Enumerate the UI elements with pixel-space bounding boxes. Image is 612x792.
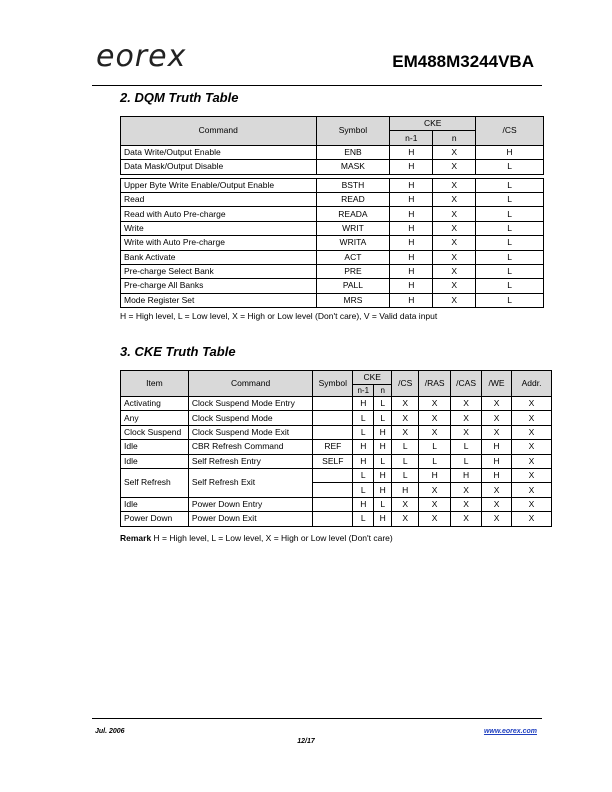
cke-cell-cs: X	[392, 425, 419, 439]
dqm-cell-symbol: MASK	[316, 160, 390, 174]
dqm-cell-cs: L	[476, 279, 544, 293]
cke-cell-cas: X	[451, 411, 482, 425]
dqm-cell-command: Read with Auto Pre-charge	[121, 207, 317, 221]
cke-cell-cke-n1: H	[353, 397, 374, 411]
table-row	[121, 454, 552, 468]
table-row	[121, 160, 544, 174]
dqm-cell-cke-n: X	[433, 145, 476, 159]
cke-cell-we: H	[482, 468, 512, 482]
cke-cell-cs: X	[392, 411, 419, 425]
dqm-cell-symbol: WRITA	[316, 236, 390, 250]
dqm-cell-cke-n: X	[433, 178, 476, 192]
table-row	[121, 397, 552, 411]
cke-cell-symbol	[313, 468, 353, 482]
cke-cell-ras: X	[419, 483, 451, 497]
dqm-header-cs: /CS	[476, 117, 544, 146]
cke-cell-command: Power Down Exit	[188, 512, 312, 526]
cke-header-addr: Addr.	[512, 371, 552, 397]
dqm-cell-cke-n1: H	[390, 178, 433, 192]
dqm-cell-cs: H	[476, 145, 544, 159]
dqm-cell-cs: L	[476, 207, 544, 221]
dqm-note: H = High level, L = Low level, X = High or Low level (Don't care), V = Valid data input	[120, 311, 438, 321]
table-row	[121, 221, 544, 235]
dqm-header-cke: CKE	[390, 117, 476, 131]
dqm-cell-cke-n: X	[433, 221, 476, 235]
table-row	[121, 236, 544, 250]
dqm-cell-cke-n: X	[433, 192, 476, 206]
dqm-cell-cs: L	[476, 250, 544, 264]
dqm-cell-cke-n1: H	[390, 250, 433, 264]
cke-cell-cke-n1: H	[353, 440, 374, 454]
cke-header-we: /WE	[482, 371, 512, 397]
footer-rule	[92, 718, 542, 719]
cke-cell-symbol	[313, 497, 353, 511]
cke-cell-cke-n: H	[374, 512, 392, 526]
dqm-header-command: Command	[121, 117, 317, 146]
dqm-cell-cs: L	[476, 221, 544, 235]
dqm-table-body	[121, 145, 544, 307]
cke-header-command: Command	[188, 371, 312, 397]
cke-cell-cs: L	[392, 468, 419, 482]
cke-cell-symbol	[313, 425, 353, 439]
cke-cell-cas: X	[451, 512, 482, 526]
cke-cell-cs: X	[392, 512, 419, 526]
dqm-cell-command: Upper Byte Write Enable/Output Enable	[121, 178, 317, 192]
cke-cell-item: Idle	[121, 440, 189, 454]
dqm-cell-cs: L	[476, 293, 544, 307]
cke-cell-ras: X	[419, 411, 451, 425]
dqm-cell-cke-n: X	[433, 207, 476, 221]
cke-cell-item: Power Down	[121, 512, 189, 526]
cke-cell-we: X	[482, 411, 512, 425]
table-row	[121, 145, 544, 159]
cke-cell-cke-n1: L	[353, 512, 374, 526]
dqm-cell-command: Write	[121, 221, 317, 235]
dqm-truth-table	[120, 116, 544, 308]
cke-cell-command: Self Refresh Exit	[188, 468, 312, 497]
dqm-header-n: n	[433, 131, 476, 145]
table-row	[121, 250, 544, 264]
cke-cell-we: X	[482, 425, 512, 439]
dqm-cell-symbol: READ	[316, 192, 390, 206]
footer-date: Jul. 2006	[95, 728, 125, 735]
cke-cell-ras: X	[419, 425, 451, 439]
dqm-cell-cke-n1: H	[390, 160, 433, 174]
cke-cell-addr: X	[512, 512, 552, 526]
cke-remark-label: Remark	[120, 533, 152, 543]
header-rule	[92, 85, 542, 86]
dqm-cell-command: Bank Activate	[121, 250, 317, 264]
cke-cell-ras: X	[419, 512, 451, 526]
dqm-cell-cs: L	[476, 160, 544, 174]
cke-header-symbol: Symbol	[313, 371, 353, 397]
dqm-cell-cke-n1: H	[390, 207, 433, 221]
cke-cell-we: H	[482, 440, 512, 454]
cke-cell-ras: X	[419, 497, 451, 511]
table-row	[121, 440, 552, 454]
table-row	[121, 411, 552, 425]
cke-table-title: 3. CKE Truth Table	[120, 344, 236, 359]
cke-cell-addr: X	[512, 454, 552, 468]
dqm-cell-symbol: WRIT	[316, 221, 390, 235]
dqm-cell-cke-n: X	[433, 160, 476, 174]
cke-cell-addr: X	[512, 497, 552, 511]
cke-cell-cas: L	[451, 440, 482, 454]
cke-cell-cke-n: L	[374, 397, 392, 411]
cke-cell-cke-n1: L	[353, 425, 374, 439]
table-row	[121, 279, 544, 293]
cke-cell-cs: X	[392, 397, 419, 411]
cke-cell-cs: X	[392, 497, 419, 511]
cke-cell-cas: X	[451, 397, 482, 411]
cke-remark-text: H = High level, L = Low level, X = High or Low level (Don't care)	[151, 533, 393, 543]
cke-cell-item: Activating	[121, 397, 189, 411]
footer-page-number: 12/17	[297, 738, 315, 745]
cke-cell-symbol	[313, 397, 353, 411]
table-row	[121, 425, 552, 439]
cke-cell-item: Self Refresh	[121, 468, 189, 497]
cke-cell-item: Clock Suspend	[121, 425, 189, 439]
cke-header-item: Item	[121, 371, 189, 397]
cke-header-cke: CKE	[353, 371, 392, 385]
dqm-cell-symbol: MRS	[316, 293, 390, 307]
dqm-cell-cke-n1: H	[390, 192, 433, 206]
dqm-cell-symbol: PALL	[316, 279, 390, 293]
dqm-cell-cs: L	[476, 178, 544, 192]
cke-cell-ras: L	[419, 440, 451, 454]
table-row	[121, 192, 544, 206]
cke-cell-cke-n1: L	[353, 411, 374, 425]
footer-url-link[interactable]: www.eorex.com	[483, 728, 537, 735]
cke-cell-symbol: REF	[313, 440, 353, 454]
dqm-cell-cs: L	[476, 192, 544, 206]
dqm-cell-symbol: ACT	[316, 250, 390, 264]
cke-cell-cke-n: L	[374, 454, 392, 468]
dqm-cell-command: Data Mask/Output Disable	[121, 160, 317, 174]
dqm-cell-command: Read	[121, 192, 317, 206]
dqm-cell-cke-n1: H	[390, 236, 433, 250]
cke-cell-addr: X	[512, 483, 552, 497]
dqm-cell-cke-n1: H	[390, 279, 433, 293]
cke-cell-item: Idle	[121, 454, 189, 468]
table-row	[121, 497, 552, 511]
dqm-cell-command: Mode Register Set	[121, 293, 317, 307]
cke-truth-table	[120, 370, 552, 527]
dqm-cell-cke-n: X	[433, 250, 476, 264]
cke-cell-cke-n: L	[374, 497, 392, 511]
dqm-cell-cke-n1: H	[390, 145, 433, 159]
table-row	[121, 293, 544, 307]
dqm-cell-command: Write with Auto Pre-charge	[121, 236, 317, 250]
cke-cell-command: Power Down Entry	[188, 497, 312, 511]
cke-cell-cke-n1: H	[353, 454, 374, 468]
cke-cell-symbol	[313, 483, 353, 497]
cke-cell-cas: X	[451, 497, 482, 511]
dqm-cell-symbol: BSTH	[316, 178, 390, 192]
cke-cell-addr: X	[512, 425, 552, 439]
cke-cell-cke-n: H	[374, 468, 392, 482]
cke-cell-command: Clock Suspend Mode Entry	[188, 397, 312, 411]
dqm-cell-cs: L	[476, 264, 544, 278]
cke-cell-cke-n1: L	[353, 483, 374, 497]
dqm-cell-cke-n: X	[433, 236, 476, 250]
dqm-cell-command: Data Write/Output Enable	[121, 145, 317, 159]
cke-cell-symbol	[313, 512, 353, 526]
cke-cell-cke-n: L	[374, 411, 392, 425]
cke-cell-cke-n1: L	[353, 468, 374, 482]
dqm-cell-cke-n: X	[433, 264, 476, 278]
dqm-cell-symbol: READA	[316, 207, 390, 221]
cke-cell-addr: X	[512, 411, 552, 425]
cke-cell-cas: L	[451, 454, 482, 468]
cke-cell-we: H	[482, 454, 512, 468]
cke-header-n: n	[374, 385, 392, 397]
dqm-cell-symbol: ENB	[316, 145, 390, 159]
cke-cell-we: X	[482, 397, 512, 411]
part-number: EM488M3244VBA	[392, 52, 534, 71]
dqm-cell-command: Pre-charge Select Bank	[121, 264, 317, 278]
table-row	[121, 264, 544, 278]
table-row	[121, 512, 552, 526]
cke-cell-addr: X	[512, 440, 552, 454]
dqm-cell-cs: L	[476, 236, 544, 250]
company-logo: eorex	[96, 39, 187, 74]
cke-cell-cs: L	[392, 454, 419, 468]
cke-cell-symbol: SELF	[313, 454, 353, 468]
dqm-header-n1: n-1	[390, 131, 433, 145]
dqm-cell-cke-n: X	[433, 293, 476, 307]
cke-cell-ras: H	[419, 468, 451, 482]
cke-header-n1: n-1	[353, 385, 374, 397]
cke-cell-symbol	[313, 411, 353, 425]
dqm-cell-cke-n1: H	[390, 293, 433, 307]
dqm-header-symbol: Symbol	[316, 117, 390, 146]
cke-cell-cke-n: H	[374, 483, 392, 497]
cke-cell-cke-n: H	[374, 440, 392, 454]
cke-cell-item: Idle	[121, 497, 189, 511]
cke-header-cs: /CS	[392, 371, 419, 397]
dqm-cell-cke-n1: H	[390, 264, 433, 278]
cke-cell-command: Self Refresh Entry	[188, 454, 312, 468]
cke-header-ras: /RAS	[419, 371, 451, 397]
cke-cell-we: X	[482, 483, 512, 497]
cke-remark	[120, 533, 393, 543]
cke-cell-cke-n: H	[374, 425, 392, 439]
dqm-cell-symbol: PRE	[316, 264, 390, 278]
cke-cell-cs: L	[392, 440, 419, 454]
cke-cell-addr: X	[512, 397, 552, 411]
cke-header-cas: /CAS	[451, 371, 482, 397]
cke-cell-item: Any	[121, 411, 189, 425]
dqm-cell-command: Pre-charge All Banks	[121, 279, 317, 293]
table-row	[121, 468, 552, 482]
table-row	[121, 178, 544, 192]
dqm-cell-cke-n1: H	[390, 221, 433, 235]
cke-cell-addr: X	[512, 468, 552, 482]
cke-cell-command: Clock Suspend Mode Exit	[188, 425, 312, 439]
cke-cell-cke-n1: H	[353, 497, 374, 511]
table-row	[121, 207, 544, 221]
cke-cell-we: X	[482, 497, 512, 511]
cke-cell-command: CBR Refresh Command	[188, 440, 312, 454]
cke-cell-we: X	[482, 512, 512, 526]
cke-cell-cs: H	[392, 483, 419, 497]
cke-table-body	[121, 397, 552, 527]
cke-cell-cas: X	[451, 483, 482, 497]
cke-cell-command: Clock Suspend Mode	[188, 411, 312, 425]
dqm-cell-cke-n: X	[433, 279, 476, 293]
cke-cell-ras: X	[419, 397, 451, 411]
dqm-table-title: 2. DQM Truth Table	[120, 90, 239, 105]
cke-cell-cas: X	[451, 425, 482, 439]
cke-cell-ras: L	[419, 454, 451, 468]
cke-cell-cas: H	[451, 468, 482, 482]
